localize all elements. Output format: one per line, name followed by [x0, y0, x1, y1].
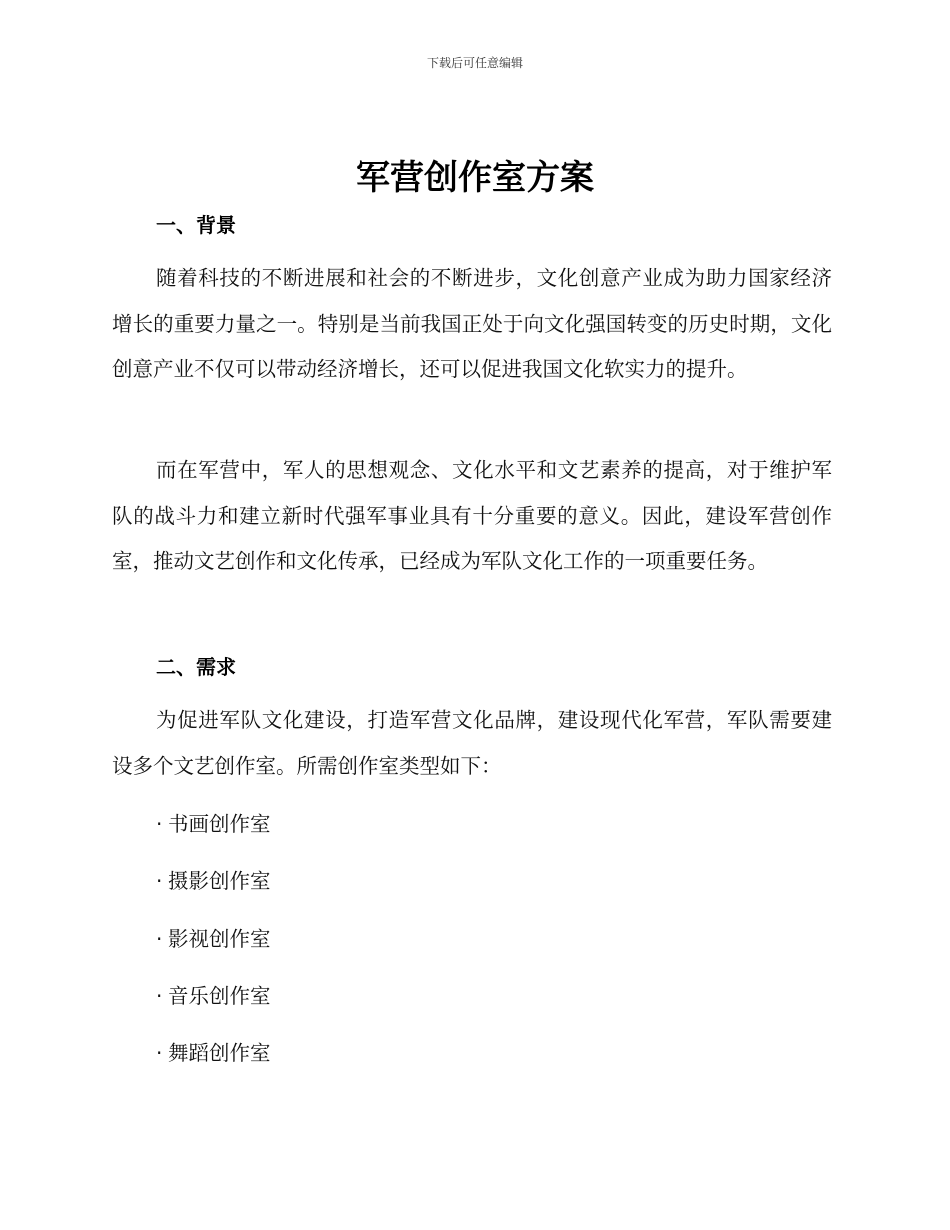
- bullet-icon: ·: [156, 926, 163, 951]
- list-item: [156, 978, 271, 1035]
- section-heading-background: 一、背景: [156, 213, 236, 237]
- list-item-label: 影视创作室: [168, 926, 271, 951]
- section-heading-requirements: 二、需求: [156, 655, 236, 679]
- list-item-label: 书画创作室: [168, 812, 271, 836]
- list-item: [156, 806, 271, 863]
- paragraph-background-1: 随着科技的不断进展和社会的不断进步，文化创意产业成为助力国家经济增长的重要力量之一。特别是当前我国正处于向文化强国转变的历史时期，文化创意产业不仅可以带动经济增长，还可以促进我国文化软实力的提升。: [112, 266, 832, 381]
- header-note: 下载后可任意编辑: [426, 56, 523, 70]
- bullet-icon: ·: [156, 1041, 163, 1066]
- list-item-label: 音乐创作室: [168, 983, 271, 1008]
- list-item: [156, 863, 271, 920]
- list-item-label: 舞蹈创作室: [168, 1041, 271, 1066]
- bullet-icon: ·: [156, 983, 163, 1008]
- studio-type-list: [156, 806, 271, 1092]
- list-item: [156, 921, 271, 978]
- bullet-icon: ·: [156, 812, 163, 836]
- bullet-icon: ·: [156, 869, 163, 894]
- paragraph-requirements-1: 为促进军队文化建设，打造军营文化品牌，建设现代化军营，军队需要建设多个文艺创作室。所需创作室类型如下：: [112, 708, 832, 778]
- list-item-label: 摄影创作室: [168, 869, 271, 894]
- document-title: 军营创作室方案: [356, 158, 594, 198]
- paragraph-background-2: 而在军营中，军人的思想观念、文化水平和文艺素养的提高，对于维护军队的战斗力和建立新时代强军事业具有十分重要的意义。因此，建设军营创作室，推动文艺创作和文化传承，已经成为军队文化工作的一项重要任务。: [112, 458, 832, 573]
- list-item: [156, 1035, 271, 1092]
